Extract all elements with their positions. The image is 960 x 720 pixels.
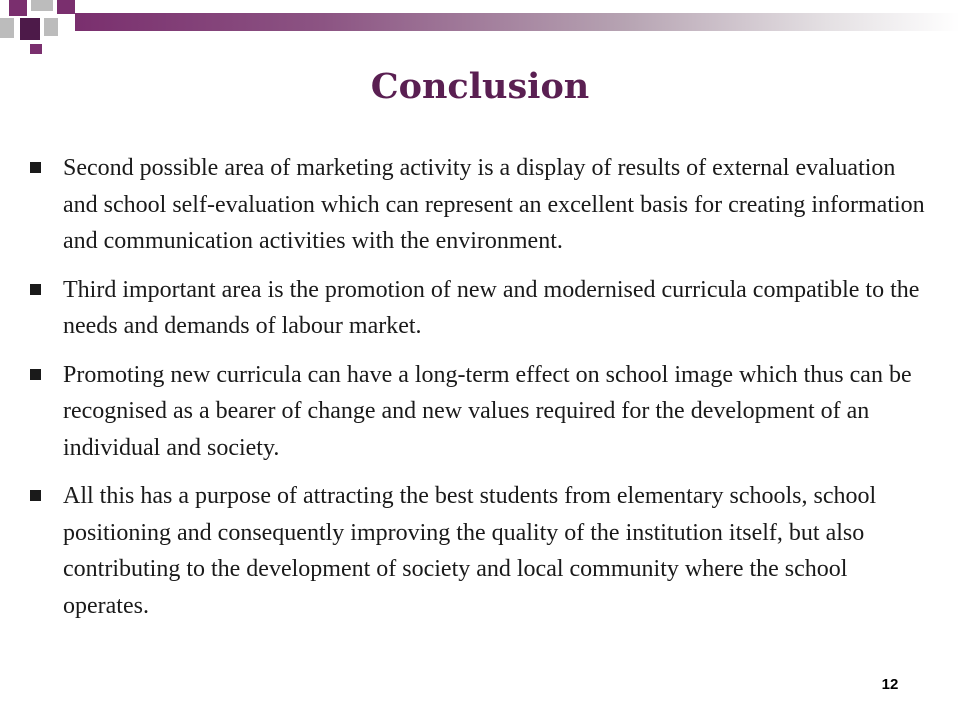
bullet-item [30, 272, 935, 345]
decorative-square [57, 0, 75, 14]
page-number: 12 [881, 676, 899, 693]
bullet-list [30, 150, 935, 636]
decorative-square [20, 18, 40, 40]
bullet-text: Second possible area of marketing activity is a display of results of external evaluation and school self-evaluation which can represent an excellent basis for creating information and communication activities with the environment. [63, 155, 925, 254]
bullet-text: All this has a purpose of attracting the best students from elementary schools, school positioning and consequently improving the quality of the institution itself, but also contributing to the development of society and local community where the school operates. [63, 483, 877, 619]
decorative-square [9, 0, 27, 16]
decorative-square [31, 0, 53, 11]
square-bullet-icon [30, 284, 41, 295]
bullet-text: Promoting new curricula can have a long-term effect on school image which thus can be recognised as a bearer of change and new values required for the development of an individual and society. [63, 361, 912, 461]
decorative-square [0, 18, 14, 38]
square-bullet-icon [30, 162, 41, 173]
slide-title: Conclusion [370, 66, 590, 107]
header-gradient-bar [75, 13, 960, 31]
bullet-item [30, 478, 935, 624]
bullet-text: Third important area is the promotion of new and modernised curricula compatible to the needs and demands of labour market. [63, 276, 920, 339]
bullet-item [30, 150, 935, 260]
decorative-square [44, 18, 58, 36]
square-bullet-icon [30, 490, 41, 501]
decorative-square [30, 44, 42, 54]
bullet-item [30, 357, 935, 467]
square-bullet-icon [30, 369, 41, 380]
